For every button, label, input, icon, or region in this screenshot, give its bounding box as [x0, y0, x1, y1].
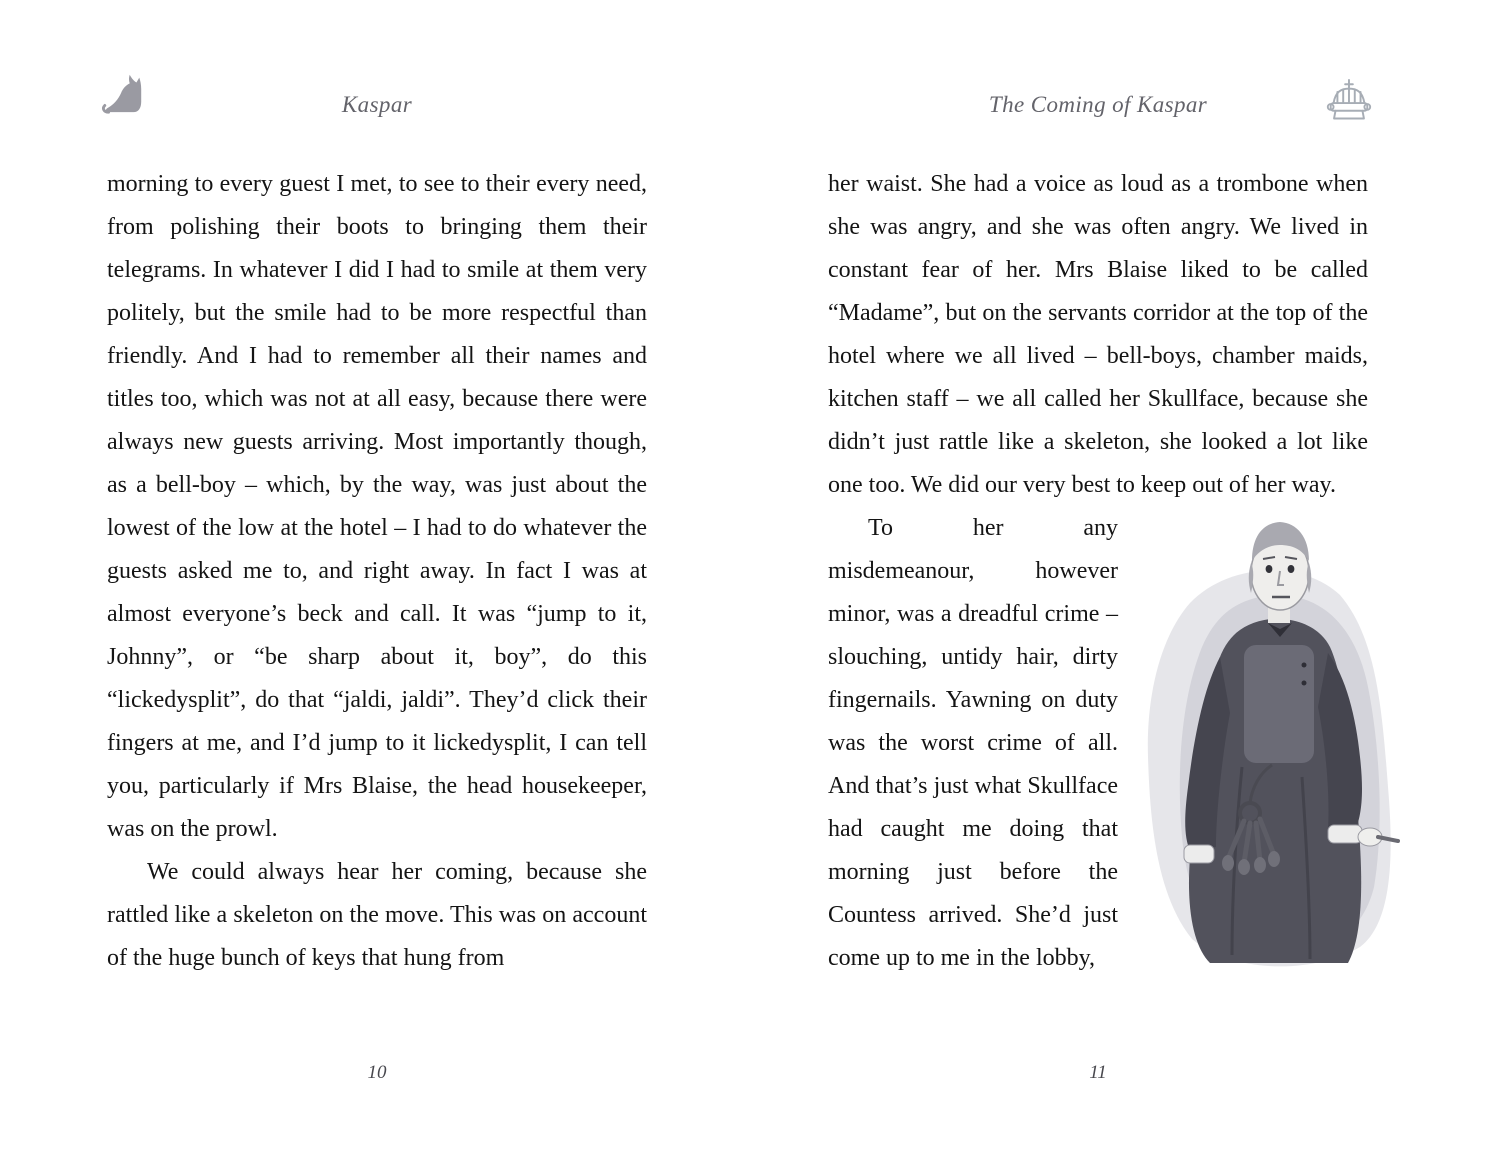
left-page-number: 10 [367, 1062, 387, 1083]
body-paragraph: We could always hear her coming, because she rattled like a skeleton on the move. This was on account of the huge bunch of keys that hung from [107, 859, 647, 971]
right-running-head: The Coming of Kaspar [988, 92, 1208, 117]
body-paragraph [828, 507, 1368, 980]
left-running-head: Kaspar [341, 92, 413, 117]
housekeeper-illustration [1132, 507, 1404, 975]
paragraph-text: To her any misdemeanour, however minor, was a dreadful crime – slouching, untidy hair, dirty fingernails. Yawning on duty was the worst crime of all. And that’s just what Skullface had caught me doing that morning just before the Countess arrived. She’d just come up to me in the lobby, [828, 515, 1118, 971]
body-paragraph: her waist. She had a voice as loud as a trombone when she was angry, and she was often angry. We lived in constant fear of her. Mrs Blaise liked to be called “Madame”, but on the servants corridor at the top of the hotel where we all lived – bell-boys, chamber maids, kitchen staff – we all called her Skullface, because she didn’t just rattle like a skeleton, she looked a lot like one too. We did our very best to keep out of her way. [828, 171, 1368, 498]
right-page-number: 11 [1089, 1062, 1107, 1083]
right-page-text-column [828, 163, 1368, 980]
left-page-text-column [107, 163, 647, 980]
body-paragraph: morning to every guest I met, to see to their every need, from polishing their boots to bringing them their telegrams. In whatever I did I had to smile at them very politely, but the smile had to be more respectful than friendly. And I had to remember all their names and titles too, which was not at all easy, because there were always new guests arriving. Most importantly though, as a bell-boy – which, by the way, was just about the lowest of the low at the hotel – I had to do whatever the guests asked me to, and right away. In fact I was at almost everyone’s beck and call. It was “jump to it, Johnny”, or “be sharp about it, boy”, do this “lickedysplit”, do that “jaldi, jaldi”. They’d click their fingers at me, and I’d jump to it lickedysplit, I can tell you, particularly if Mrs Blaise, the head housekeeper, was on the prowl. [107, 171, 647, 842]
